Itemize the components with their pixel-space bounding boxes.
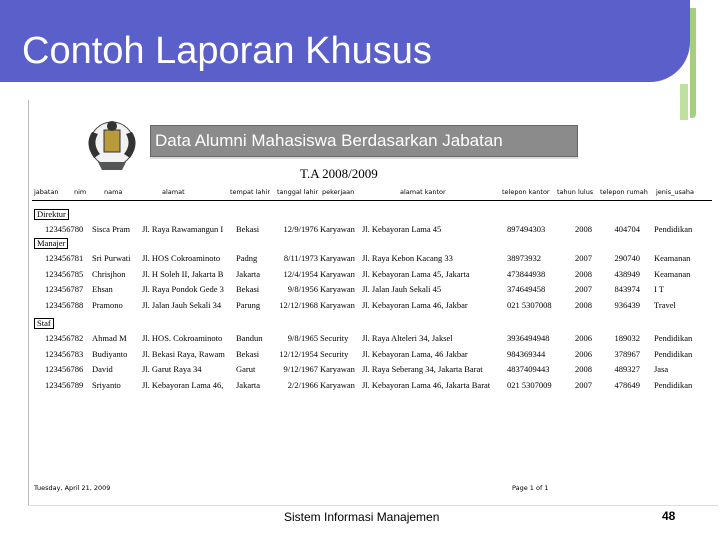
cell-jenis: I T: [654, 284, 664, 294]
cell-nim: 123456781: [45, 253, 84, 263]
cell-jenis: Pendidikan: [654, 348, 693, 359]
cell-telp-kantor: 3936494948: [507, 333, 550, 343]
cell-nama: Pramono: [92, 299, 123, 310]
cell-alamat: Jl. Raya Rawamangun I: [142, 224, 224, 234]
cell-pekerjaan: Karyawan: [320, 284, 355, 294]
cell-telp-rumah: 290740: [614, 253, 640, 263]
cell-nama: Budiyanto: [92, 348, 128, 359]
cell-nama: David: [92, 364, 113, 374]
col-header-jenis-usaha: jenis_usaha: [656, 188, 694, 196]
cell-tempat: Bekasi: [236, 224, 260, 234]
cell-tahun: 2007: [575, 253, 592, 263]
cell-nama: Sriyanto: [92, 379, 121, 390]
cell-telp-kantor: 4837409443: [507, 364, 550, 374]
cell-tgl: 12/4/1954: [283, 268, 318, 279]
report-title: Data Alumni Mahasiswa Berdasarkan Jabatan: [150, 125, 578, 157]
cell-telp-rumah: 189032: [614, 333, 640, 343]
cell-jenis: Pendidikan: [654, 379, 693, 390]
cell-tahun: 2007: [575, 284, 592, 294]
cell-tgl: 8/11/1973: [283, 253, 318, 263]
slide-footer: Sistem Informasi Manajemen: [284, 510, 440, 524]
cell-tgl: 9/12/1967: [283, 364, 318, 374]
cell-pekerjaan: Karyawan: [320, 299, 355, 310]
table-row: [32, 332, 712, 346]
group-label: Direktur: [34, 209, 69, 220]
cell-tahun: 2006: [575, 348, 592, 359]
cell-tgl: 12/9/1976: [283, 224, 318, 234]
cell-tempat: Bekasi: [236, 348, 260, 359]
cell-jenis: Jasa: [654, 364, 669, 374]
cell-alamat: Jl. H Soleh II, Jakarta B: [142, 268, 224, 279]
cell-telp-rumah: 404704: [614, 224, 640, 234]
cell-tahun: 2007: [575, 379, 592, 390]
cell-alamat-kantor: Jl. Kebayoran Lama 45, Jakarta: [362, 268, 470, 279]
cell-nim: 123456780: [45, 224, 84, 234]
cell-telp-kantor: 374649458: [507, 284, 546, 294]
column-headers: [32, 188, 712, 200]
cell-nama: Chrisjhon: [92, 268, 126, 279]
col-header-tempat-lahir: tempat lahir: [230, 188, 270, 196]
cell-tgl: 12/12/1954: [279, 348, 318, 359]
cell-nama: Ehsan: [92, 284, 113, 294]
table-row: [32, 348, 712, 362]
cell-telp-kantor: 38973932: [507, 253, 541, 263]
cell-pekerjaan: Security: [320, 348, 349, 359]
cell-nama: Sisca Pram: [92, 224, 131, 234]
cell-nim: 123456787: [45, 284, 84, 294]
cell-alamat-kantor: Jl. Raya Kebon Kacang 33: [362, 253, 453, 263]
cell-pekerjaan: Karyawan: [320, 379, 355, 390]
table-row: [32, 268, 712, 282]
university-logo-icon: [78, 114, 146, 174]
group-label: Staf: [34, 318, 54, 329]
table-row: [32, 363, 712, 377]
cell-nim: 123456782: [45, 333, 84, 343]
cell-jenis: Travel: [654, 299, 676, 310]
cell-alamat: Jl. HOS Cokroaminoto: [142, 253, 221, 263]
cell-alamat-kantor: Jl. Kebayoran Lama 46, Jakarta Barat: [362, 379, 491, 390]
cell-alamat: Jl. Kebayoran Lama 46,: [142, 379, 224, 390]
slide-title: Contoh Laporan Khusus: [22, 30, 432, 72]
cell-nama: Ahmad M: [92, 333, 127, 343]
cell-alamat: Jl. HOS. Cokroaminoto: [142, 333, 223, 343]
cell-nim: 123456783: [45, 348, 84, 359]
cell-tempat: Parung: [236, 299, 261, 310]
table-row: [32, 379, 712, 393]
title-accent-block: [680, 84, 688, 120]
page-number: 48: [662, 509, 676, 523]
cell-pekerjaan: Karyawan: [320, 224, 355, 234]
cell-nim: 123456788: [45, 299, 84, 310]
col-header-pekerjaan: pekerjaan: [322, 188, 355, 196]
cell-telp-kantor: 021 5307009: [507, 379, 552, 390]
cell-alamat-kantor: Jl. Kebayoran Lama 45: [362, 224, 442, 234]
cell-alamat: Jl. Raya Pondok Gede 3: [142, 284, 224, 294]
cell-jenis: Keamanan: [654, 268, 691, 279]
cell-tempat: Padng: [236, 253, 258, 263]
cell-tempat: Garut: [236, 364, 256, 374]
cell-jenis: Keamanan: [654, 253, 691, 263]
cell-alamat-kantor: Jl. Kebayoran Lama, 46 Jakbar: [362, 348, 468, 359]
cell-telp-kantor: 984369344: [507, 348, 546, 359]
cell-telp-kantor: 021 5307008: [507, 299, 552, 310]
cell-telp-rumah: 438949: [614, 268, 640, 279]
cell-tahun: 2008: [575, 299, 592, 310]
cell-tgl: 12/12/1968: [279, 299, 318, 310]
cell-jenis: Pendidikan: [654, 224, 693, 234]
group-label: Manajer: [34, 238, 68, 249]
slide-title-bar: [0, 0, 690, 82]
cell-nim: 123456785: [45, 268, 84, 279]
cell-pekerjaan: Karyawan: [320, 364, 355, 374]
report-footer-date: Tuesday, April 21, 2009: [34, 484, 111, 492]
col-header-jabatan: jabatan: [34, 188, 59, 196]
cell-pekerjaan: Security: [320, 333, 349, 343]
report-title-underline: [150, 157, 578, 159]
cell-tgl: 9/8/1956: [287, 284, 318, 294]
cell-telp-rumah: 478649: [614, 379, 640, 390]
cell-tempat: Bandun: [236, 333, 263, 343]
col-header-tanggal-lahir: tanggal lahir: [277, 188, 319, 196]
header-rule: [32, 200, 712, 201]
col-header-alamat: alamat: [162, 188, 185, 196]
report-subtitle: T.A 2008/2009: [300, 166, 378, 181]
cell-jenis: Pendidikan: [654, 333, 693, 343]
cell-telp-rumah: 489327: [614, 364, 640, 374]
bottom-border-line: [28, 505, 718, 506]
cell-tahun: 2006: [575, 333, 592, 343]
cell-tempat: Bekasi: [236, 284, 260, 294]
cell-alamat-kantor: Jl. Jalan Jauh Sekali 45: [362, 284, 442, 294]
table-row: [32, 283, 712, 297]
cell-tahun: 2008: [575, 364, 592, 374]
report-footer-page: Page 1 of 1: [512, 484, 549, 492]
cell-alamat: Jl. Garut Raya 34: [142, 364, 202, 374]
col-header-nim: nim: [74, 188, 87, 196]
table-row: [32, 223, 712, 237]
col-header-telepon-rumah: telepon rumah: [600, 188, 648, 196]
cell-tgl: 9/8/1965: [287, 333, 318, 343]
cell-telp-kantor: 473844938: [507, 268, 546, 279]
cell-telp-rumah: 936439: [614, 299, 640, 310]
cell-nama: Sri Purwati: [92, 253, 131, 263]
col-header-alamat-kantor: alamat kantor: [400, 188, 446, 196]
cell-tahun: 2008: [575, 224, 592, 234]
cell-nim: 123456789: [45, 379, 84, 390]
cell-alamat: Jl. Jalan Jauh Sekali 34: [142, 299, 222, 310]
cell-tempat: Jakarta: [236, 379, 261, 390]
cell-tempat: Jakarta: [236, 268, 261, 279]
cell-tahun: 2008: [575, 268, 592, 279]
table-row: [32, 299, 712, 313]
table-row: [32, 252, 712, 266]
cell-alamat-kantor: Jl. Raya Alteleri 34, Jaksel: [362, 333, 453, 343]
cell-pekerjaan: Karyawan: [320, 268, 355, 279]
col-header-tahun-lulus: tahun lulus: [557, 188, 594, 196]
cell-alamat: Jl. Bekasi Raya, Rawam: [142, 348, 225, 359]
col-header-nama: nama: [104, 188, 123, 196]
col-header-telepon-kantor: telepon kantor: [502, 188, 550, 196]
cell-alamat-kantor: Jl. Raya Seberang 34, Jakarta Barat: [362, 364, 483, 374]
cell-telp-rumah: 378967: [614, 348, 640, 359]
cell-alamat-kantor: Jl. Kebayoran Lama 46, Jakbar: [362, 299, 468, 310]
cell-tgl: 2/2/1966: [287, 379, 318, 390]
cell-nim: 123456786: [45, 364, 84, 374]
cell-telp-rumah: 843974: [614, 284, 640, 294]
cell-telp-kantor: 897494303: [507, 224, 546, 234]
left-border-line: [28, 100, 29, 505]
cell-pekerjaan: Karyawan: [320, 253, 355, 263]
